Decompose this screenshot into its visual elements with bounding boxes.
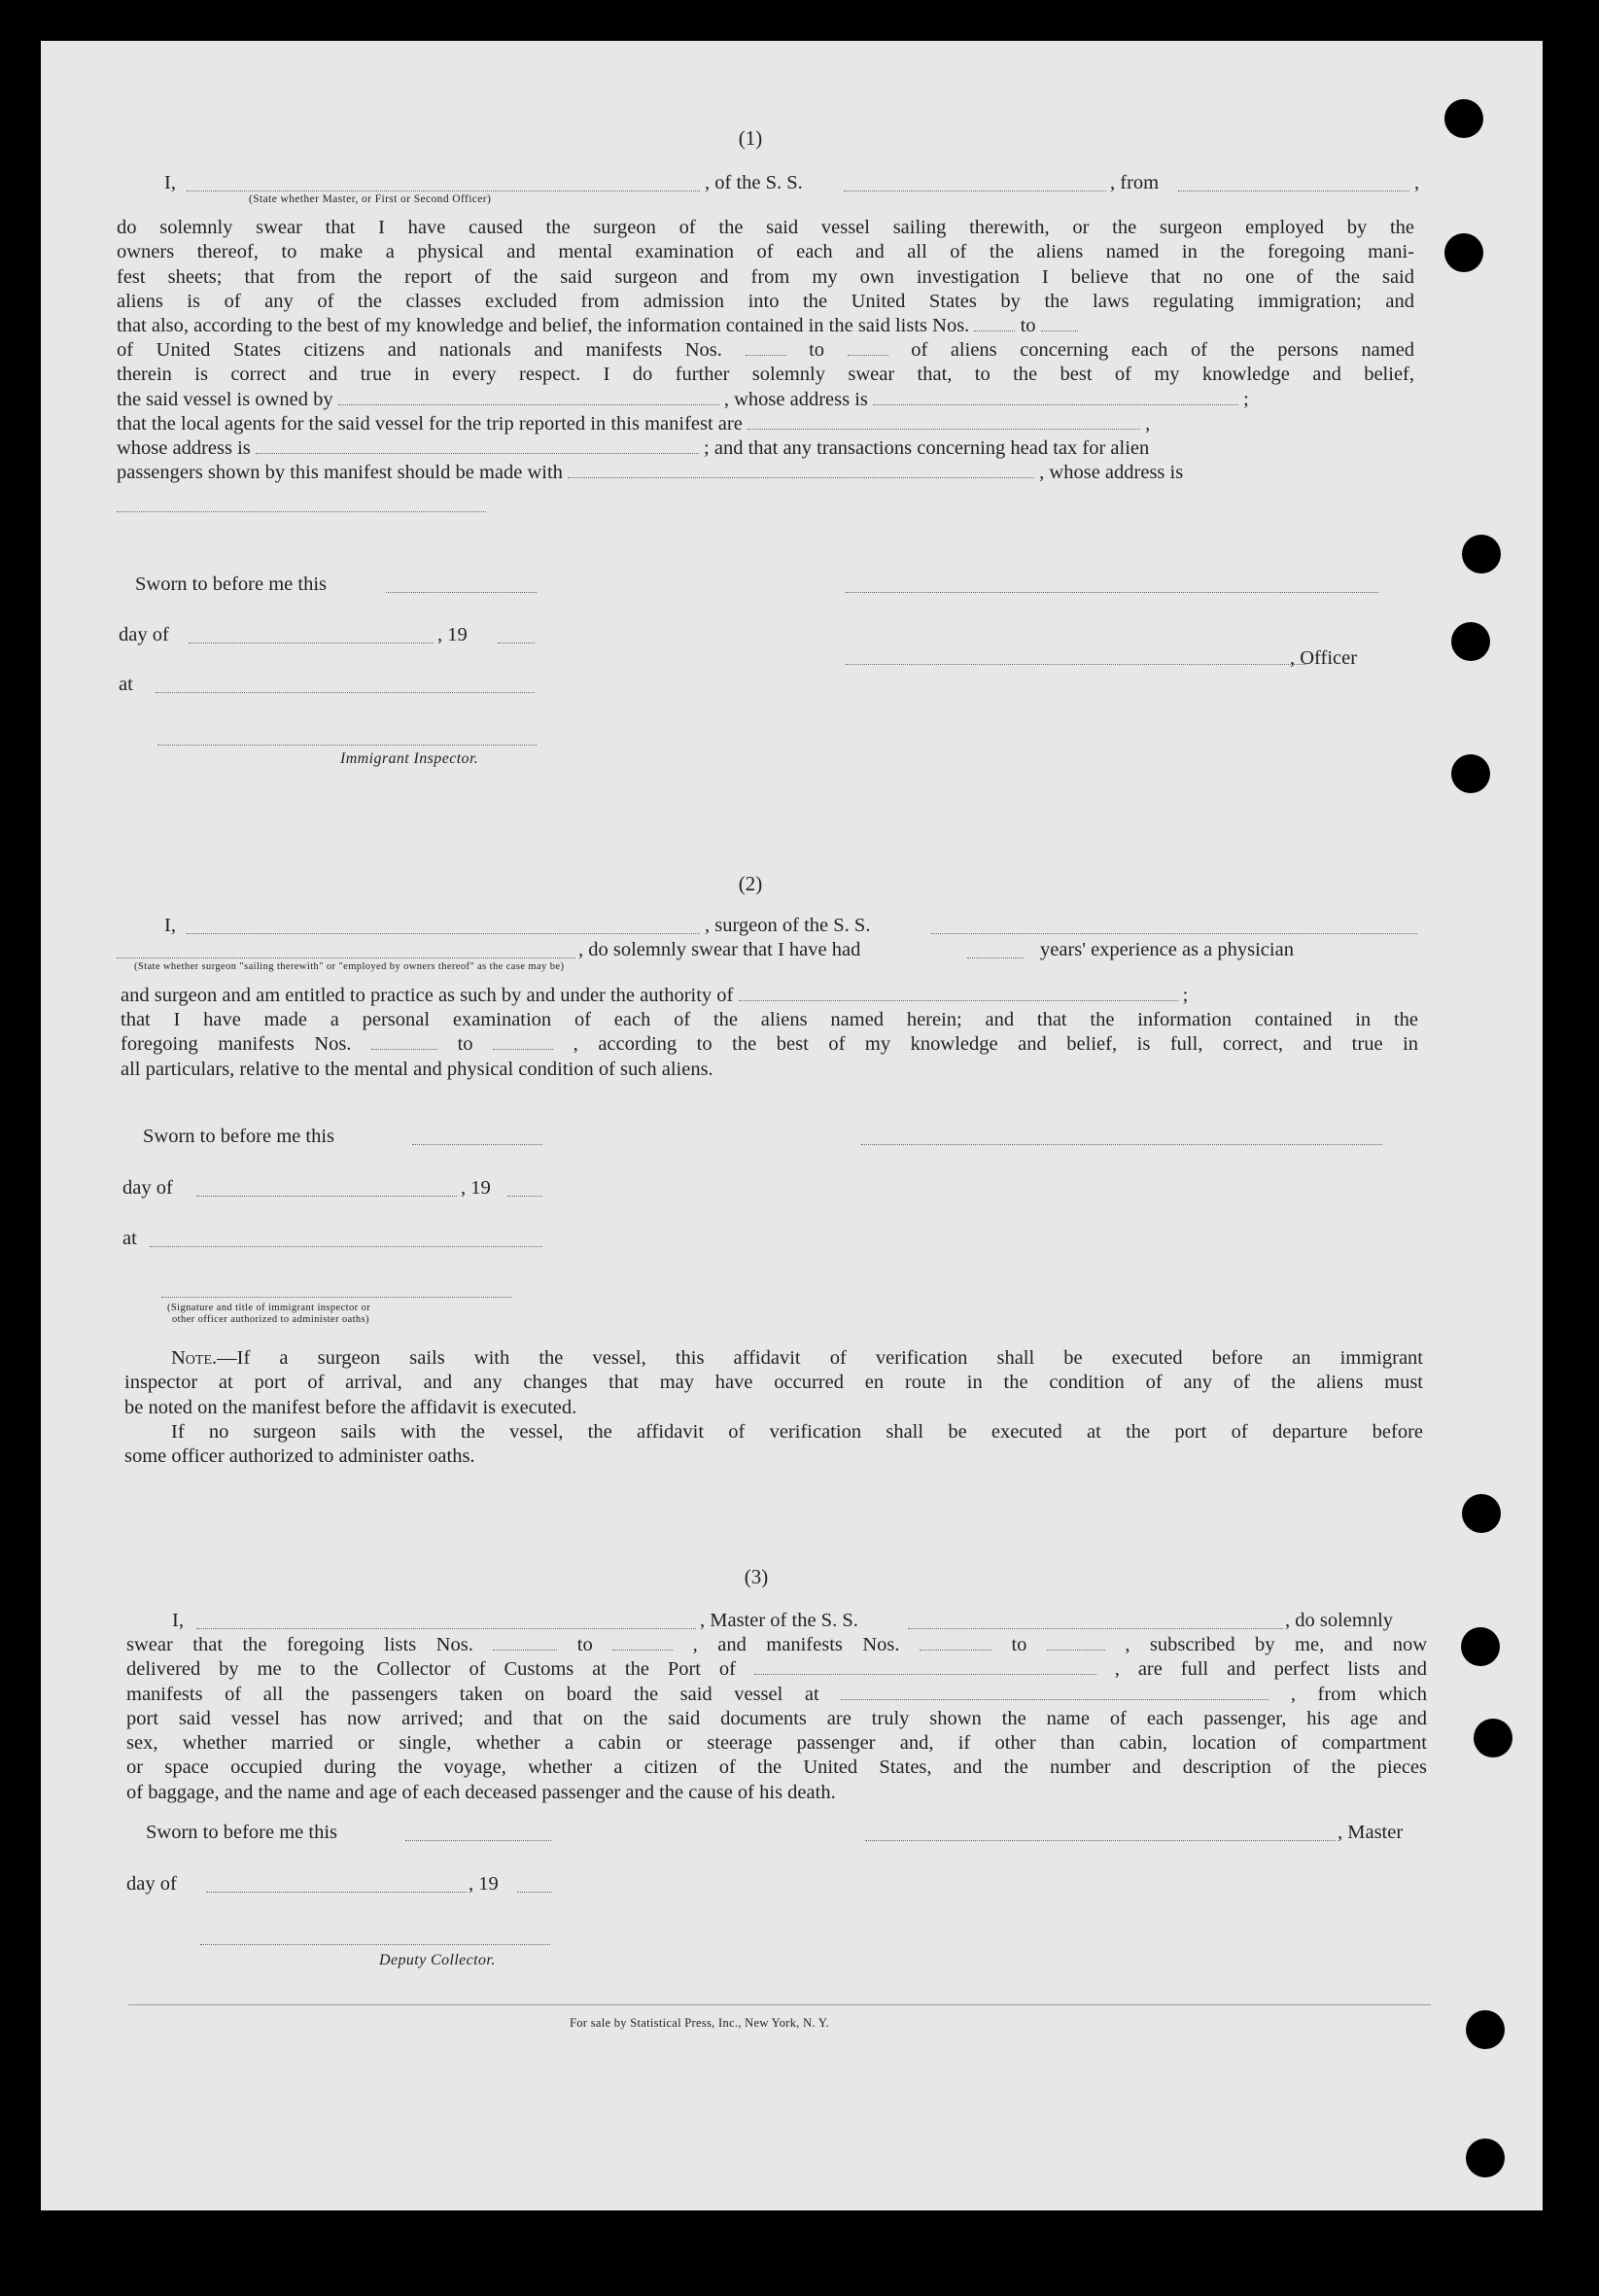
month-field[interactable] [189, 643, 434, 644]
section1-line-passengers: passengers shown by this manifest should be made with , whose address is [117, 461, 1184, 483]
year-field-3[interactable] [517, 1892, 552, 1893]
section3-line: or space occupied during the voyage, whether a citizen of the United States, and the number and description of the pieces [126, 1757, 1427, 1779]
section1-comma: , [1414, 172, 1420, 193]
surgeon-status-field[interactable] [117, 957, 575, 958]
note-line: inspector at port of arrival, and any changes that may have occurred en route in the condition of any of the aliens must [124, 1372, 1423, 1394]
section3-i: I, [172, 1610, 184, 1631]
year-label-3: , 19 [469, 1873, 499, 1895]
place-field[interactable] [156, 692, 535, 693]
owner-address-field[interactable] [873, 403, 1238, 405]
section2-line5: foregoing manifests Nos. to , according to the best of my knowledge and belief, is full, correct, and true in [121, 1033, 1419, 1056]
manifests-to-field[interactable] [848, 354, 888, 356]
punch-hole [1444, 233, 1483, 272]
section1-line-therein: therein is correct and true in every respect. I do further solemnly swear that, to the best of my knowledge and belief, [117, 364, 1414, 386]
section1-line: owners thereof, to make a physical and mental examination of each and all of the aliens named in the foregoing mani- [117, 241, 1414, 263]
at-label: at [119, 674, 133, 695]
master-lists-from-field[interactable] [493, 1649, 557, 1651]
punch-hole [1466, 2010, 1505, 2049]
section3-do-solemnly: , do solemnly [1285, 1610, 1394, 1631]
inspector-label: Immigrant Inspector. [340, 750, 479, 767]
note2-line: If no surgeon sails with the vessel, the affidavit of verification shall be executed at the port of departure before [171, 1420, 1423, 1443]
surgeon-name-field[interactable] [187, 933, 700, 934]
at-label-2: at [122, 1228, 137, 1249]
authority-field[interactable] [739, 999, 1178, 1001]
punch-hole [1474, 1719, 1512, 1757]
head-tax-address-field[interactable] [117, 511, 486, 512]
surgeon-signature-field[interactable] [861, 1144, 1382, 1145]
section2-body [121, 984, 1418, 1082]
surgeon-manifests-to-field[interactable] [493, 1048, 553, 1050]
master-label: , Master [1338, 1822, 1404, 1843]
section2-line4: that I have made a personal examination of each of the aliens named herein; and that the information contained in the [121, 1009, 1418, 1030]
section3-body [126, 1633, 1427, 1805]
punch-hole [1444, 99, 1483, 138]
section1-body [117, 216, 1414, 485]
surgeon-note: (State whether surgeon "sailing therewith" or "employed by owners thereof" as the case may be) [134, 961, 565, 972]
master-lists-to-field[interactable] [612, 1649, 673, 1651]
section1-line-citizens: of United States citizens and nationals and manifests Nos. to of aliens concerning each of the persons named [117, 339, 1415, 362]
inspector-signature-field-2[interactable] [161, 1297, 511, 1298]
month-field-3[interactable] [206, 1892, 467, 1893]
section3-master-of: , Master of the S. S. [700, 1610, 858, 1631]
punch-hole [1451, 754, 1490, 793]
signature-note-2: other officer authorized to administer oaths) [172, 1314, 369, 1325]
section1-from: , from [1110, 172, 1160, 193]
officer-note: (State whether Master, or First or Second Officer) [249, 193, 492, 205]
footer-imprint: For sale by Statistical Press, Inc., New York, N. Y. [570, 2016, 829, 2030]
officer-title-field[interactable] [846, 664, 1306, 665]
officer-label: , Officer [1290, 647, 1358, 669]
footer-rule [128, 2004, 1431, 2005]
master-signature-field[interactable] [865, 1840, 1336, 1841]
sworn-label: Sworn to before me this [135, 574, 327, 595]
surgeon-manifests-from-field[interactable] [371, 1048, 437, 1050]
section2-surgeon-of: , surgeon of the S. S. [705, 915, 871, 936]
agents-field[interactable] [747, 428, 1140, 430]
manifests-from-field[interactable] [746, 354, 786, 356]
form-page [41, 41, 1543, 2210]
section3-line: of baggage, and the name and age of each deceased passenger and the cause of his death. [126, 1781, 836, 1803]
section2-note [124, 1346, 1423, 1469]
head-tax-party-field[interactable] [568, 476, 1034, 478]
punch-hole [1451, 622, 1490, 661]
section1-line-whose: whose address is ; and that any transactions concerning head tax for alien [117, 436, 1150, 459]
note-line: be noted on the manifest before the affidavit is executed. [124, 1396, 577, 1418]
section1-line-nos: that also, according to the best of my knowledge and belief, the information contained in the said lists Nos. to [117, 314, 1414, 338]
punch-hole [1462, 535, 1501, 574]
note-label: Note. [171, 1347, 218, 1369]
officer-signature-field[interactable] [846, 592, 1378, 593]
section2-swear: , do solemnly swear that I have had [578, 939, 861, 960]
sworn-label-2: Sworn to before me this [143, 1126, 334, 1147]
section2-number: (2) [738, 872, 763, 895]
section3-line: sex, whether married or single, whether a cabin or steerage passenger and, if other than cabin, location of compartment [126, 1732, 1427, 1755]
note2-line: some officer authorized to administer oaths. [124, 1444, 475, 1467]
section1-number: (1) [738, 126, 763, 150]
agents-address-field[interactable] [256, 452, 699, 454]
sworn-label-3: Sworn to before me this [146, 1822, 337, 1843]
punch-hole [1466, 2139, 1505, 2177]
port-field[interactable] [754, 1673, 1096, 1675]
section1-line-agents: that the local agents for the said vessel for the trip reported in this manifest are , [117, 412, 1151, 435]
master-manifests-to-field[interactable] [1047, 1649, 1105, 1651]
day-of-label-3: day of [126, 1873, 177, 1895]
sworn-date-field-3[interactable] [405, 1840, 551, 1841]
section1-of-the-ss: , of the S. S. [705, 172, 803, 193]
year-label: , 19 [437, 624, 468, 645]
section1-i: I, [164, 172, 176, 193]
punch-hole [1462, 1494, 1501, 1533]
sworn-date-field-2[interactable] [412, 1144, 542, 1145]
master-manifests-from-field[interactable] [920, 1649, 991, 1651]
signature-note-1: (Signature and title of immigrant inspector or [167, 1303, 371, 1313]
section1-line: fest sheets; that from the report of the said surgeon and from my own investigation I believe that no one of the said [117, 265, 1414, 288]
section3-line3: delivered by me to the Collector of Customs at the Port of , are full and perfect lists and [126, 1658, 1427, 1681]
section2-line3: and surgeon and am entitled to practice as such by and under the authority of ; [121, 985, 1189, 1006]
lists-to-field[interactable] [1041, 330, 1078, 331]
section3-line2: swear that the foregoing lists Nos. to , and manifests Nos. to , subscribed by me, and now [126, 1634, 1428, 1655]
collector-signature-field[interactable] [200, 1944, 550, 1945]
lists-from-field[interactable] [974, 330, 1015, 331]
year-label-2: , 19 [461, 1177, 491, 1199]
place-field-2[interactable] [150, 1246, 542, 1247]
section1-line: aliens is of any of the classes excluded from admission into the United States by the laws regulating immigration; and [117, 290, 1414, 312]
day-of-label: day of [119, 624, 169, 645]
section3-line4: manifests of all the passengers taken on board the said vessel at , from which [126, 1683, 1428, 1705]
section1-line-owned: the said vessel is owned by , whose address is ; [117, 388, 1249, 410]
sworn-date-field[interactable] [386, 592, 537, 593]
punch-hole [1461, 1627, 1500, 1666]
inspector-signature-field[interactable] [157, 745, 537, 746]
owner-field[interactable] [338, 403, 719, 405]
year-field[interactable] [498, 643, 535, 644]
note-line: Note.—If a surgeon sails with the vessel, this affidavit of verification shall be executed before an immigrant [171, 1347, 1423, 1369]
vessel-name-field-3[interactable] [908, 1628, 1283, 1629]
master-name-field-3[interactable] [196, 1628, 696, 1629]
section3-number: (3) [744, 1565, 769, 1588]
collector-label: Deputy Collector. [379, 1952, 496, 1968]
year-field-2[interactable] [507, 1196, 542, 1197]
years-field[interactable] [967, 957, 1024, 958]
boarding-port-field[interactable] [841, 1698, 1269, 1700]
section3-line: port said vessel has now arrived; and that on the said documents are truly shown the name of each passenger, his age and [126, 1707, 1427, 1729]
section2-i: I, [164, 915, 176, 936]
section2-years: years' experience as a physician [1040, 939, 1294, 960]
section1-line: do solemnly swear that I have caused the surgeon of the said vessel sailing therewith, or the surgeon employed by the [117, 217, 1414, 238]
month-field-2[interactable] [196, 1196, 457, 1197]
section2-line6: all particulars, relative to the mental and physical condition of such aliens. [121, 1058, 713, 1080]
day-of-label-2: day of [122, 1177, 173, 1199]
surgeon-vessel-field[interactable] [931, 933, 1417, 934]
